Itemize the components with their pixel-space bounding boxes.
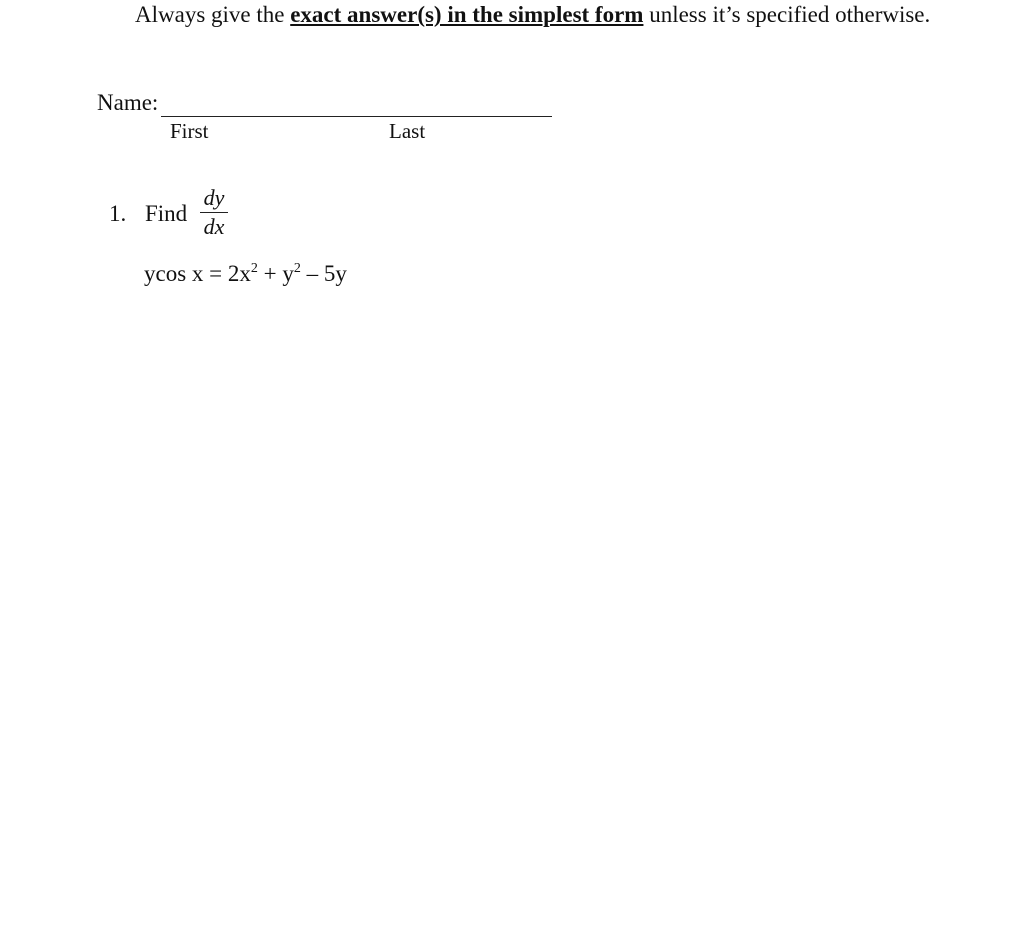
instruction-emphasis: exact answer(s) in the simplest form bbox=[290, 2, 644, 27]
question-instruction: Find bbox=[145, 201, 188, 226]
derivative-fraction bbox=[198, 186, 230, 239]
instruction-suffix: unless it’s specified otherwise. bbox=[643, 2, 931, 27]
equation-rhs: – 5y bbox=[300, 261, 347, 286]
last-name-label: Last bbox=[389, 119, 426, 143]
question-equation bbox=[144, 260, 347, 288]
equation-exponent-2: 2 bbox=[293, 261, 301, 276]
name-label: Name: bbox=[97, 90, 159, 115]
question-number: 1. bbox=[109, 201, 127, 226]
equation-lhs: ycos x = 2x bbox=[144, 261, 251, 286]
instruction-prefix: Always give the bbox=[135, 2, 291, 27]
derivative-numerator: dy bbox=[203, 185, 225, 210]
derivative-denominator: dx bbox=[203, 214, 225, 239]
equation-exponent-1: 2 bbox=[250, 261, 258, 276]
name-input-line[interactable] bbox=[161, 116, 552, 117]
first-name-label: First bbox=[170, 119, 209, 143]
instruction-line bbox=[135, 1, 930, 29]
equation-mid: + y bbox=[257, 261, 294, 286]
